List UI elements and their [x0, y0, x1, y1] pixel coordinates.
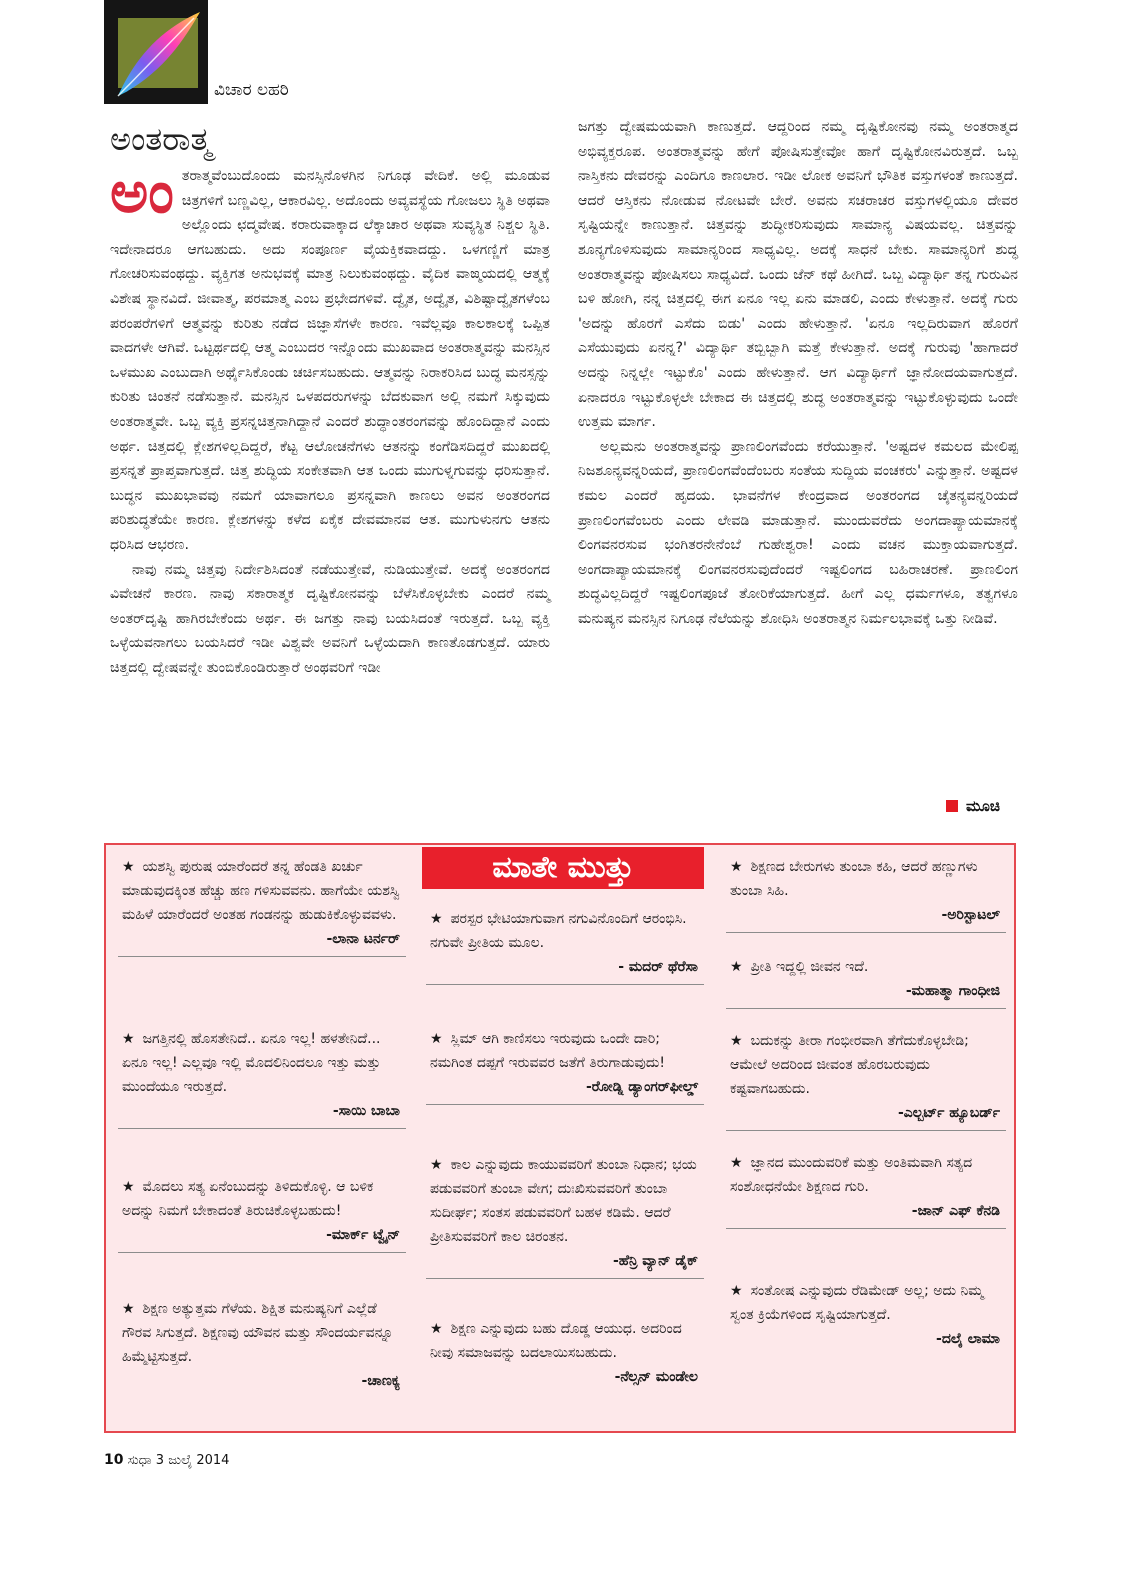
quotes-column-2: [418, 845, 708, 1431]
quote-item: [718, 1151, 1010, 1219]
quote-author: -ಜಾನ್ ಎಫ್ ಕೆನಡಿ: [911, 1203, 1000, 1219]
article-column-2: [578, 115, 1018, 631]
divider: [118, 956, 406, 957]
quote-author: -ಮಹಾತ್ಮಾ ಗಾಂಧೀಜಿ: [905, 983, 1000, 999]
star-icon: ★: [730, 1283, 743, 1299]
quote-item: [718, 1279, 1010, 1347]
quote-text: ಜ್ಞಾನದ ಮುಂದುವರಿಕೆ ಮತ್ತು ಅಂತಿಮವಾಗಿ ಸತ್ಯದ ಸಂಶೋಧನೆಯೇ ಶಿಕ್ಷಣದ ಗುರಿ.: [730, 1155, 973, 1195]
star-icon: ★: [730, 959, 743, 975]
issue-date: 3 ಜುಲೈ 2014: [155, 1453, 230, 1468]
divider: [426, 1104, 704, 1105]
quote-item: [110, 855, 410, 947]
page-footer: [104, 1452, 229, 1468]
publication-name: ಸುಧಾ: [127, 1453, 152, 1468]
quote-item: [110, 1175, 410, 1243]
quote-author: -ರೋಡ್ನಿ ಡ್ಯಾಂಗರ್‌ಫೀಲ್ಡ್: [585, 1079, 698, 1095]
quote-text: ಪರಸ್ಪರ ಭೇಟಿಯಾಗುವಾಗ ನಗುವಿನೊಂದಿಗೆ ಆರಂಭಿಸಿ. ನಗುವೇ ಪ್ರೀತಿಯ ಮೂಲ.: [430, 911, 687, 951]
quote-item: [418, 1027, 708, 1095]
quote-text: ಸ್ಲಿಮ್ ಆಗಿ ಕಾಣಿಸಲು ಇರುವುದು ಒಂದೇ ದಾರಿ; ನಮಗಿಂತ ದಪ್ಪಗೆ ಇರುವವರ ಜತೆಗೆ ತಿರುಗಾಡುವುದು!: [430, 1031, 665, 1071]
quotes-column-1: [110, 845, 410, 1431]
article-paragraph: ಅಲ್ಲಮನು ಅಂತರಾತ್ಮವನ್ನು ಪ್ರಾಣಲಿಂಗವೆಂದು ಕರೆಯುತ್ತಾನೆ. 'ಅಷ್ಟದಳ ಕಮಲದ ಮೇಲಿಪ್ಪ ನಿಜಶೂನ್ಯವನ್ನರಿಯದೆ, ಪ್ರಾಣಲಿಂಗವೆಂದೆಂಬರು ಸಂತೆಯ ಸುದ್ದಿಯ ವಂಚಕರು' ಎನ್ನುತ್ತಾನೆ. ಅಷ್ಟದಳ ಕಮಲ ಎಂದರೆ ಹೃದಯ. ಭಾವನೆಗಳ ಕೇಂದ್ರವಾದ ಅಂತರಂಗದ ಚೈತನ್ಯವನ್ನರಿಯದೆ ಪ್ರಾಣಲಿಂಗವೆಂಬರು ಎಂದು ಲೇವಡಿ ಮಾಡುತ್ತಾನೆ. ಮುಂದುವರೆದು ಅಂಗದಾಪ್ಯಾಯಮಾನಕ್ಕೆ ಲಿಂಗವನರಸುವ ಭಂಗಿತರನೇನೆಂಬೆ ಗುಹೇಶ್ವರಾ! ಎಂದು ವಚನ ಮುಕ್ತಾಯವಾಗುತ್ತದೆ. ಅಂಗದಾಪ್ಯಾಯಮಾನಕ್ಕೆ ಲಿಂಗವನರಸುವುದೆಂದರೆ ಇಷ್ಟಲಿಂಗದ ಬಹಿರಾಚರಣೆ. ಪ್ರಾಣಲಿಂಗ ಶುದ್ಧವಿಲ್ಲದಿದ್ದರೆ ಇಷ್ಟಲಿಂಗಪೂಜೆ ತೋರಿಕೆಯಾಗುತ್ತದೆ. ಹೀಗೆ ಎಲ್ಲ ಧರ್ಮಗಳೂ, ತತ್ವಗಳೂ ಮನುಷ್ಯನ ಮನಸ್ಸಿನ ನಿಗೂಢ ನೆಲೆಯನ್ನು ಶೋಧಿಸಿ ಅಂತರಾತ್ಮನ ನಿರ್ಮಲಭಾವಕ್ಕೆ ಒತ್ತು ನೀಡಿವೆ.: [578, 438, 1018, 627]
quote-author: -ಅರಿಸ್ಟಾಟಲ್: [941, 907, 1000, 923]
quote-text: ಮೊದಲು ಸತ್ಯ ಏನೆಂಬುದನ್ನು ತಿಳಿದುಕೊಳ್ಳಿ. ಆ ಬಳಿಕ ಅದನ್ನು ನಿಮಗೆ ಬೇಕಾದಂತೆ ತಿರುಚಿಕೊಳ್ಳಬಹುದು!: [122, 1179, 374, 1219]
divider: [726, 1228, 1006, 1229]
quote-text: ಪ್ರೀತಿ ಇದ್ದಲ್ಲಿ ಜೀವನ ಇದೆ.: [750, 959, 869, 975]
quote-item: [718, 1029, 1010, 1121]
article-paragraph: ಜಗತ್ತು ದ್ವೇಷಮಯವಾಗಿ ಕಾಣುತ್ತದೆ. ಆದ್ದರಿಂದ ನಮ್ಮ ದೃಷ್ಟಿಕೋನವು ನಮ್ಮ ಅಂತರಾತ್ಮದ ಅಭಿವ್ಯಕ್ತರೂಪ. ಅಂತರಾತ್ಮವನ್ನು ಹೇಗೆ ಪೋಷಿಸುತ್ತೇವೋ ಹಾಗೆ ದೃಷ್ಟಿಕೋನವಿರುತ್ತದೆ. ಒಬ್ಬ ನಾಸ್ತಿಕನು ದೇವರನ್ನು ಎಂದಿಗೂ ಕಾಣಲಾರ. ಇಡೀ ಲೋಕ ಅವನಿಗೆ ಭೌತಿಕ ವಸ್ತುಗಳಂತೆ ಕಾಣುತ್ತದೆ. ಆದರೆ ಆಸ್ತಿಕನು ನೋಡುವ ನೋಟವೇ ಬೇರೆ. ಅವನು ಸಚರಾಚರ ವಸ್ತುಗಳಲ್ಲಿಯೂ ದೇವರ ಸೃಷ್ಟಿಯನ್ನೇ ಕಾಣುತ್ತಾನೆ. ಚಿತ್ತವನ್ನು ಶುದ್ಧೀಕರಿಸುವುದು ಸಾಮಾನ್ಯ ವಿಷಯವಲ್ಲ. ಚಿತ್ತವನ್ನು ಶೂನ್ಯಗೊಳಿಸುವುದು ಸಾಮಾನ್ಯರಿಂದ ಸಾಧ್ಯವಿಲ್ಲ. ಅದಕ್ಕೆ ಸಾಧನೆ ಬೇಕು. ಸಾಮಾನ್ಯರಿಗೆ ಶುದ್ಧ ಅಂತರಾತ್ಮವನ್ನು ಪೋಷಿಸಲು ಸಾಧ್ಯವಿದೆ. ಒಂದು ಜೆನ್ ಕಥೆ ಹೀಗಿದೆ. ಒಬ್ಬ ವಿದ್ಯಾರ್ಥಿ ತನ್ನ ಗುರುವಿನ ಬಳಿ ಹೋಗಿ, ನನ್ನ ಚಿತ್ತದಲ್ಲಿ ಈಗ ಏನೂ ಇಲ್ಲ ಏನು ಮಾಡಲಿ, ಎಂದು ಕೇಳುತ್ತಾನೆ. ಅದಕ್ಕೆ ಗುರು 'ಅದನ್ನು ಹೊರಗೆ ಎಸೆದು ಬಿಡು' ಎಂದು ಹೇಳುತ್ತಾನೆ. 'ಏನೂ ಇಲ್ಲದಿರುವಾಗ ಹೊರಗೆ ಎಸೆಯುವುದು ಏನನ್ನ?' ವಿದ್ಯಾರ್ಥಿ ತಬ್ಬಿಬ್ಬಾಗಿ ಮತ್ತೆ ಕೇಳುತ್ತಾನೆ. ಅದಕ್ಕೆ ಗುರುವು 'ಹಾಗಾದರೆ ಅದನ್ನು ನಿನ್ನಲ್ಲೇ ಇಟ್ಟುಕೊ' ಎಂದು ಹೇಳುತ್ತಾನೆ. ಆಗ ವಿದ್ಯಾರ್ಥಿಗೆ ಜ್ಞಾನೋದಯವಾಗುತ್ತದೆ. ಏನಾದರೂ ಇಟ್ಟುಕೊಳ್ಳಲೇ ಬೇಕಾದ ಈ ಚಿತ್ತದಲ್ಲಿ ಶುದ್ಧ ಅಂತರಾತ್ಮವನ್ನು ಇಟ್ಟುಕೊಳ್ಳುವುದು ಒಂದೇ ಉತ್ತಮ ಮಾರ್ಗ.: [578, 119, 1018, 431]
article-column-1: [110, 158, 550, 680]
article-paragraph: ನಾವು ನಮ್ಮ ಚಿತ್ತವು ನಿರ್ದೇಶಿಸಿದಂತೆ ನಡೆಯುತ್ತೇವೆ, ನುಡಿಯುತ್ತೇವೆ. ಅದಕ್ಕೆ ಅಂತರಂಗದ ವಿವೇಚನೆ ಕಾರಣ. ನಾವು ಸಕಾರಾತ್ಮಕ ದೃಷ್ಟಿಕೋನವನ್ನು ಬೆಳೆಸಿಕೊಳ್ಳಬೇಕು ಎಂದರೆ ನಮ್ಮ ಅಂತರ್‌ದೃಷ್ಟಿ ಹಾಗಿರಬೇಕೆಂದು ಅರ್ಥ. ಈ ಜಗತ್ತು ನಾವು ಬಯಸಿದಂತೆ ಇರುತ್ತದೆ. ಒಬ್ಬ ವ್ಯಕ್ತಿ ಒಳ್ಳೆಯವನಾಗಲು ಬಯಸಿದರೆ ಇಡೀ ವಿಶ್ವವೇ ಅವನಿಗೆ ಒಳ್ಳೆಯದಾಗಿ ಕಾಣತೊಡಗುತ್ತದೆ. ಯಾರು ಚಿತ್ತದಲ್ಲಿ ದ್ವೇಷವನ್ನೇ ತುಂಬಿಕೊಂಡಿರುತ್ತಾರೆ ಅಂಥವರಿಗೆ ಇಡೀ: [110, 561, 550, 676]
divider: [118, 1128, 406, 1129]
divider: [726, 932, 1006, 933]
quote-item: [110, 1027, 410, 1119]
article-paragraph: [110, 158, 550, 558]
paragraph-text: ತರಾತ್ಮವೆಂಬುದೊಂದು ಮನಸ್ಸಿನೊಳಗಿನ ನಿಗೂಢ ವೇದಿಕೆ. ಅಲ್ಲಿ ಮೂಡುವ ಚಿತ್ರಗಳಿಗೆ ಬಣ್ಣವಿಲ್ಲ, ಆಕಾರವಿಲ್ಲ. ಅದೊಂದು ಅವ್ಯವಸ್ಥೆಯ ಗೋಜಲು ಸ್ಥಿತಿ ಅಥವಾ ಅಲ್ಲೊಂದು ಛದ್ಮವೇಷ. ಕರಾರುವಾಕ್ಕಾದ ಲೆಕ್ಕಾಚಾರ ಅಥವಾ ಸುವ್ಯಸ್ಥಿತ ನಿಶ್ಚಲ ಸ್ಥಿತಿ. ಇದೇನಾದರೂ ಆಗಬಹುದು. ಅದು ಸಂಪೂರ್ಣ ವೈಯಕ್ತಿಕವಾದದ್ದು. ಒಳಗಣ್ಣಿಗೆ ಮಾತ್ರ ಗೋಚರಿಸುವಂಥದ್ದು. ವ್ಯಕ್ತಿಗತ ಅನುಭವಕ್ಕೆ ಮಾತ್ರ ನಿಲುಕುವಂಥದ್ದು. ವೈದಿಕ ವಾಙ್ಮಯದಲ್ಲಿ ಆತ್ಮಕ್ಕೆ ವಿಶೇಷ ಸ್ಥಾನವಿದೆ. ಜೀವಾತ್ಮ, ಪರಮಾತ್ಮ ಎಂಬ ಪ್ರಭೇದಗಳಿವೆ. ದ್ವೈತ, ಅದ್ವೈತ, ವಿಶಿಷ್ಟಾದ್ವೈತಗಳೆಂಬ ಪರಂಪರೆಗಳಿಗೆ ಆತ್ಮವನ್ನು ಕುರಿತು ನಡೆದ ಜಿಜ್ಞಾಸೆಗಳೇ ಕಾರಣ. ಇವೆಲ್ಲವೂ ಕಾಲಕಾಲಕ್ಕೆ ಒಪ್ಪಿತ ವಾದಗಳೇ ಆಗಿವೆ. ಒಟ್ಟರ್ಥದಲ್ಲಿ ಆತ್ಮ ಎಂಬುದರ ಇನ್ನೊಂದು ಮುಖವಾದ ಅಂತರಾತ್ಮವನ್ನು ಮನಸ್ಸಿನ ಒಳಮುಖ ಎಂಬುದಾಗಿ ಅರ್ಥೈಸಿಕೊಂಡು ಚರ್ಚಿಸಬಹುದು. ಆತ್ಮವನ್ನು ನಿರಾಕರಿಸಿದ ಬುದ್ಧ ಮನಸ್ಸನ್ನು ಕುರಿತು ಚಿಂತನೆ ನಡೆಸುತ್ತಾನೆ. ಮನಸ್ಸಿನ ಒಳಪದರುಗಳನ್ನು ಬೆದಕುವಾಗ ಅಲ್ಲಿ ನಮಗೆ ಸಿಕ್ಕುವುದು ಅಂತರಾತ್ಮವೇ. ಒಬ್ಬ ವ್ಯಕ್ತಿ ಪ್ರಸನ್ನಚಿತ್ತನಾಗಿದ್ದಾನೆ ಎಂದರೆ ಶುದ್ಧಾಂತರಂಗವನ್ನು ಹೊಂದಿದ್ದಾನೆ ಎಂದು ಅರ್ಥ. ಚಿತ್ತದಲ್ಲಿ ಕ್ಲೇಶಗಳಿಲ್ಲದಿದ್ದರೆ, ಕೆಟ್ಟ ಆಲೋಚನೆಗಳು ಆತನನ್ನು ಕಂಗೆಡಿಸದಿದ್ದರೆ ಮುಖದಲ್ಲಿ ಪ್ರಸನ್ನತೆ ಪ್ರಾಪ್ತವಾಗುತ್ತದೆ. ಚಿತ್ತ ಶುದ್ಧಿಯ ಸಂಕೇತವಾಗಿ ಆತ ಒಂದು ಮುಗುಳ್ನಗುವನ್ನು ಧರಿಸುತ್ತಾನೆ. ಬುದ್ಧನ ಮುಖಭಾವವು ನಮಗೆ ಯಾವಾಗಲೂ ಪ್ರಸನ್ನವಾಗಿ ಕಾಣಲು ಅವನ ಅಂತರಂಗದ ಪರಿಶುದ್ಧತೆಯೇ ಕಾರಣ. ಕ್ಲೇಶಗಳನ್ನು ಕಳೆದ ಏಕೈಕ ದೇವಮಾನವ ಆತ. ಮುಗುಳುನಗು ಆತನು ಧರಿಸಿದ ಆಭರಣ.: [110, 168, 550, 553]
page-number: 10: [104, 1452, 124, 1468]
star-icon: ★: [122, 1031, 135, 1047]
quote-author: -ಸಾಯಿ ಬಾಬಾ: [332, 1103, 400, 1119]
dropcap: ಅಂ: [110, 158, 174, 226]
star-icon: ★: [430, 1031, 443, 1047]
quote-text: ಶಿಕ್ಷಣ ಅತ್ಯುತ್ತಮ ಗೆಳೆಯ. ಶಿಕ್ಷಿತ ಮನುಷ್ಯನಿಗೆ ಎಲ್ಲೆಡೆ ಗೌರವ ಸಿಗುತ್ತದೆ. ಶಿಕ್ಷಣವು ಯೌವನ ಮತ್ತು ಸೌಂದರ್ಯವನ್ನೂ ಹಿಮ್ಮೆಟ್ಟಿಸುತ್ತದೆ.: [122, 1301, 394, 1365]
quote-author: -ಮಾರ್ಕ್ ಟ್ವೈನ್: [326, 1227, 400, 1243]
star-icon: ★: [430, 911, 443, 927]
quote-item: [110, 1297, 410, 1389]
quote-author: - ಮದರ್ ಥೆರೆಸಾ: [618, 959, 698, 975]
star-icon: ★: [122, 859, 135, 875]
star-icon: ★: [430, 1157, 443, 1173]
quote-text: ಬದುಕನ್ನು ತೀರಾ ಗಂಭೀರವಾಗಿ ತೆಗೆದುಕೊಳ್ಳಬೇಡಿ; ಆಮೇಲೆ ಅದರಿಂದ ಜೀವಂತ ಹೊರಬರುವುದು ಕಷ್ಟವಾಗಬಹುದು.: [730, 1033, 969, 1097]
quote-item: [418, 1317, 708, 1385]
quote-text: ಯಶಸ್ವಿ ಪುರುಷ ಯಾರೆಂದರೆ ತನ್ನ ಹೆಂಡತಿ ಖರ್ಚು ಮಾಡುವುದಕ್ಕಿಂತ ಹೆಚ್ಚು ಹಣ ಗಳಿಸುವವನು. ಹಾಗೆಯೇ ಯಶಸ್ವಿ ಮಹಿಳೆ ಯಾರೆಂದರೆ ಅಂತಹ ಗಂಡನನ್ನು ಹುಡುಕಿಕೊಳ್ಳುವವಳು.: [122, 859, 400, 923]
divider: [726, 1130, 1006, 1131]
quote-author: -ಲಾನಾ ಟರ್ನರ್: [326, 931, 400, 947]
feather-logo-icon: [104, 0, 208, 104]
star-icon: ★: [730, 859, 743, 875]
divider: [426, 1278, 704, 1279]
article-author: [946, 797, 1000, 815]
quote-text: ಶಿಕ್ಷಣ ಎನ್ನುವುದು ಬಹು ದೊಡ್ಡ ಆಯುಧ. ಅದರಿಂದ ನೀವು ಸಮಾಜವನ್ನು ಬದಲಾಯಿಸಬಹುದು.: [430, 1321, 682, 1361]
quote-author: -ದಲೈ ಲಾಮಾ: [936, 1331, 1000, 1347]
quote-text: ಶಿಕ್ಷಣದ ಬೇರುಗಳು ತುಂಬಾ ಕಹಿ, ಆದರೆ ಹಣ್ಣುಗಳು ತುಂಬಾ ಸಿಹಿ.: [730, 859, 978, 899]
section-label: ವಿಚಾರ ಲಹರಿ: [214, 80, 289, 100]
quote-text: ಜಗತ್ತಿನಲ್ಲಿ ಹೊಸತೇನಿದೆ.. ಏನೂ ಇಲ್ಲ! ಹಳತೇನಿದೆ... ಏನೂ ಇಲ್ಲ! ಎಲ್ಲವೂ ಇಲ್ಲಿ ಮೊದಲಿನಿಂದಲೂ ಇತ್ತು ಮತ್ತು ಮುಂದೆಯೂ ಇರುತ್ತದೆ.: [122, 1031, 381, 1095]
star-icon: ★: [730, 1033, 743, 1049]
quote-text: ಕಾಲ ಎನ್ನುವುದು ಕಾಯುವವರಿಗೆ ತುಂಬಾ ನಿಧಾನ; ಭಯ ಪಡುವವರಿಗೆ ತುಂಬಾ ವೇಗ; ದುಃಖಿಸುವವರಿಗೆ ತುಂಬಾ ಸುದೀರ್ಘ; ಸಂತಸ ಪಡುವವರಿಗೆ ಬಹಳ ಕಡಿಮೆ. ಆದರೆ ಪ್ರೀತಿಸುವವರಿಗೆ ಕಾಲ ಚಿರಂತನ.: [430, 1157, 697, 1245]
star-icon: ★: [122, 1179, 135, 1195]
author-name: ಮೂಚಿ: [966, 797, 1000, 815]
quote-item: [718, 955, 1010, 999]
divider: [726, 1008, 1006, 1009]
quotes-header: ಮಾತೇ ಮುತ್ತು: [422, 847, 704, 889]
red-square-icon: [946, 800, 958, 812]
quote-author: -ಚಾಣಕ್ಯ: [361, 1373, 400, 1389]
quote-item: [718, 855, 1010, 923]
divider: [118, 1252, 406, 1253]
quote-author: -ನೆಲ್ಸನ್ ಮಂಡೇಲ: [614, 1369, 698, 1385]
quotes-box: [104, 843, 1016, 1433]
divider: [426, 984, 704, 985]
quotes-column-3: [718, 845, 1010, 1431]
quote-author: -ಹೆನ್ರಿ ವ್ಯಾನ್ ಡೈಕ್: [612, 1253, 698, 1269]
quote-author: -ಎಲ್ಬರ್ಟ್ ಹ್ಯೂಬರ್ಡ್: [897, 1105, 1000, 1121]
article-title: ಅಂತರಾತ್ಮ: [110, 120, 212, 158]
star-icon: ★: [430, 1321, 443, 1337]
star-icon: ★: [122, 1301, 135, 1317]
quote-item: [418, 1153, 708, 1269]
quote-item: [418, 907, 708, 975]
star-icon: ★: [730, 1155, 743, 1171]
quote-text: ಸಂತೋಷ ಎನ್ನುವುದು ರೆಡಿಮೇಡ್ ಅಲ್ಲ; ಅದು ನಿಮ್ಮ ಸ್ವಂತ ಕ್ರಿಯೆಗಳಿಂದ ಸೃಷ್ಟಿಯಾಗುತ್ತದೆ.: [730, 1283, 984, 1323]
